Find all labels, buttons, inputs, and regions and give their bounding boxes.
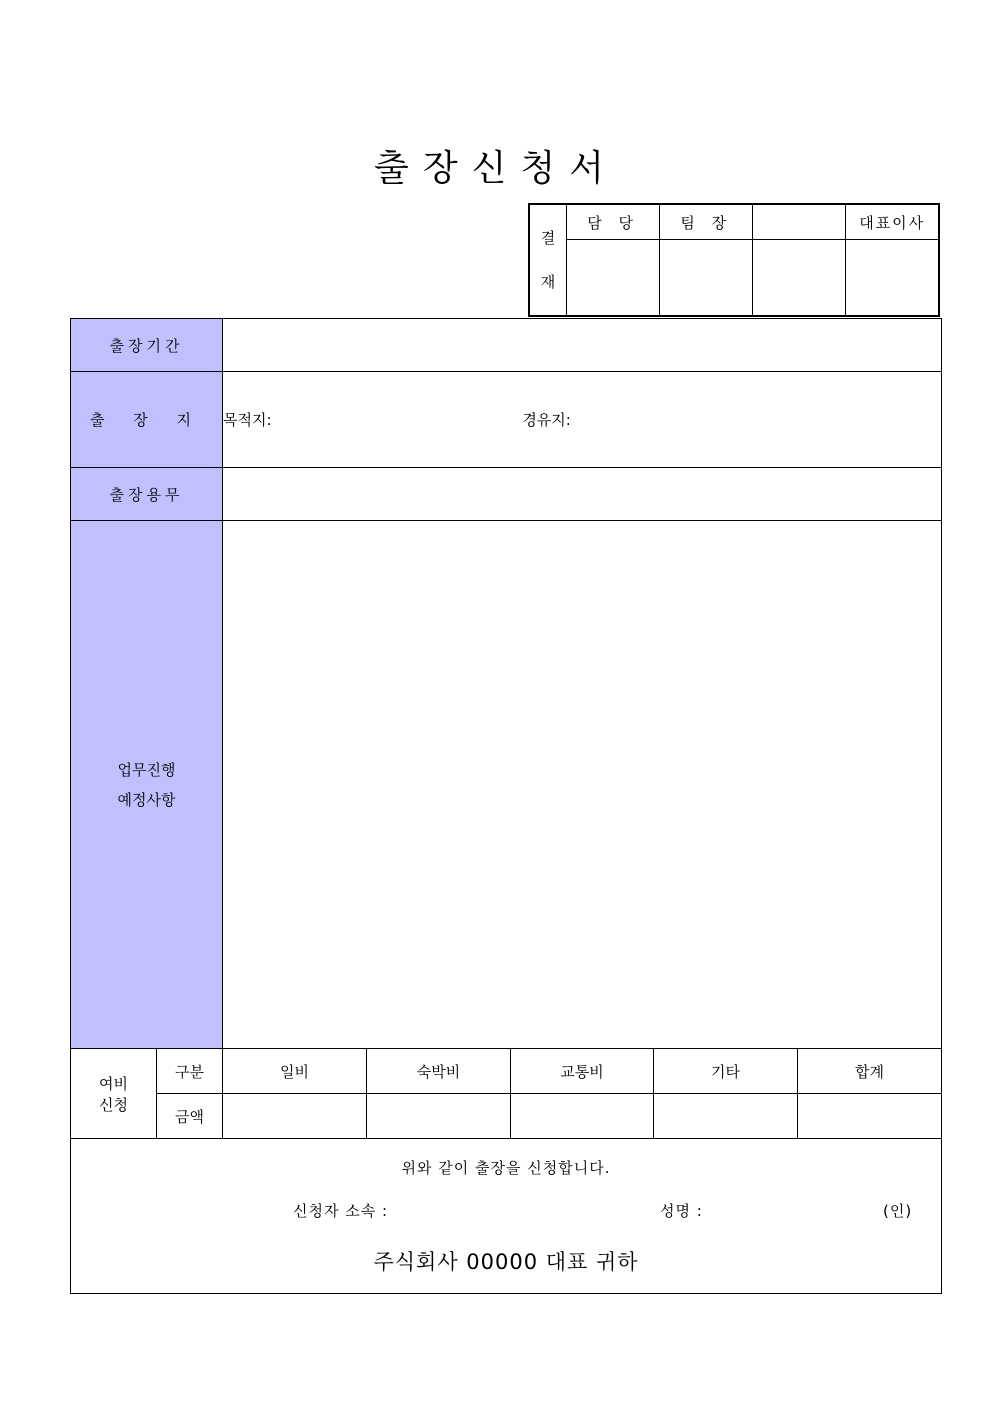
approval-header-ceo: 대표이사 [846, 204, 939, 240]
approval-sign-team-lead[interactable] [660, 240, 753, 317]
expense-col-total: 합계 [798, 1049, 942, 1094]
applicant-label: 신청자 소속 : [293, 1202, 389, 1220]
destination-label: 목적지: [223, 411, 272, 429]
plan-label-line-1: 업무진행 [117, 760, 176, 779]
expense-col-lodging: 숙박비 [367, 1049, 511, 1094]
plan-label [71, 521, 223, 1049]
expense-amount-other[interactable] [654, 1094, 798, 1139]
approval-sign-blank[interactable] [753, 240, 846, 317]
expense-amount-lodging[interactable] [367, 1094, 511, 1139]
name-label: 성명 : [660, 1202, 703, 1220]
approval-side-label-1: 결 [540, 229, 556, 247]
duty-label: 출장용무 [71, 468, 223, 521]
expense-col-other: 기타 [654, 1049, 798, 1094]
expense-label [71, 1049, 157, 1139]
expense-label-line-1: 여비 [99, 1074, 128, 1093]
approval-header-staff: 담 당 [567, 204, 660, 240]
approval-sign-ceo[interactable] [846, 240, 939, 317]
expense-amount-daily[interactable] [223, 1094, 367, 1139]
expense-col-daily: 일비 [223, 1049, 367, 1094]
expense-amount-transport[interactable] [511, 1094, 654, 1139]
duty-field[interactable] [223, 468, 942, 521]
seal-label: (인) [883, 1202, 913, 1220]
applicant-line [71, 1200, 941, 1224]
closing-statement: 위와 같이 출장을 신청합니다. [401, 1159, 611, 1177]
approval-side-label-2: 재 [540, 273, 556, 291]
application-form [70, 318, 942, 1294]
period-label: 출장기간 [71, 319, 223, 372]
plan-label-line-2: 예정사항 [117, 790, 176, 809]
approval-box [528, 203, 940, 317]
approval-side-label [529, 204, 567, 316]
expense-amount-total[interactable] [798, 1094, 942, 1139]
via-label: 경유지: [522, 411, 571, 429]
expense-col-transport: 교통비 [511, 1049, 654, 1094]
expense-amount-label: 금액 [157, 1094, 223, 1139]
expense-label-line-2: 신청 [99, 1095, 128, 1114]
addressee: 주식회사 00000 대표 귀하 [373, 1250, 639, 1274]
period-field[interactable] [223, 319, 942, 372]
approval-sign-staff[interactable] [567, 240, 660, 317]
place-field[interactable] [223, 372, 942, 468]
closing-section [71, 1139, 942, 1294]
approval-header-blank [753, 204, 846, 240]
plan-field[interactable] [223, 521, 942, 1049]
approval-header-team-lead: 팀 장 [660, 204, 753, 240]
place-label: 출 장 지 [71, 372, 223, 468]
expense-category-label: 구분 [157, 1049, 223, 1094]
document-title: 출장신청서 [374, 148, 618, 189]
